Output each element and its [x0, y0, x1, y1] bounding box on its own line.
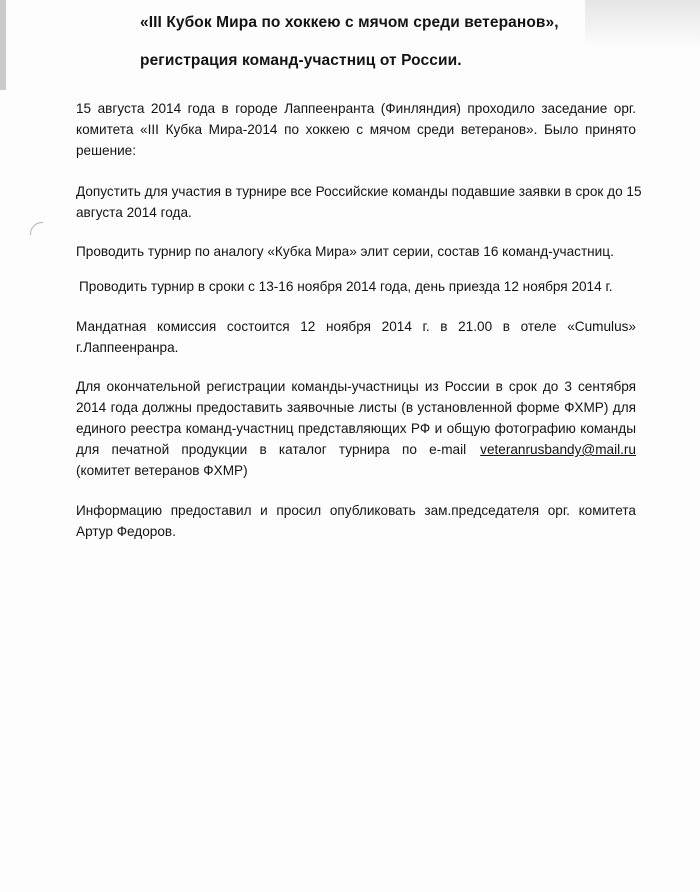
paragraph-line: (комитет ветеранов ФХМР): [76, 463, 248, 478]
paragraph-line: Допустить для участия в турнире все Российские команды подавшие заявки в срок до 15: [76, 184, 642, 199]
paragraph-signature: [76, 500, 636, 542]
paragraph-line: Артур Федоров.: [76, 524, 176, 539]
paragraph-meeting: [76, 98, 636, 161]
paragraph-line: единого реестра команд-участниц представляющих РФ и общую фотографию команды: [76, 421, 636, 436]
paragraph-line-text: для печатной продукции в каталог турнира по e-mail: [76, 442, 467, 457]
paragraph-line: Мандатная комиссия состоится 12 ноября 2014 г. в 21.00 в отеле «Cumulus»: [76, 319, 636, 334]
paragraph-dates: [79, 276, 639, 297]
paragraph-line: 15 августа 2014 года в городе Лаппеенранта (Финляндия) проходило заседание орг.: [76, 101, 636, 116]
paragraph-format: [76, 241, 636, 262]
paragraph-line: 2014 года должны предоставить заявочные листы (в установленной форме ФХМР) для: [76, 400, 636, 415]
paragraph-line: августа 2014 года.: [76, 205, 192, 220]
scan-bleed-through: [585, 0, 700, 48]
paragraph-line: комитета «III Кубка Мира-2014 по хоккею с мячом среди ветеранов». Было принято: [76, 122, 636, 137]
scan-edge-shadow: [0, 0, 6, 90]
email-link[interactable]: veteranrusbandy@mail.ru: [480, 442, 636, 457]
scan-mark: [30, 222, 43, 235]
paragraph-registration: [76, 376, 636, 481]
paragraph-line: Проводить турнир по аналогу «Кубка Мира» элит серии, состав 16 команд-участниц.: [76, 244, 614, 259]
paragraph-mandate-commission: [76, 316, 636, 358]
paragraph-line-with-email: [76, 439, 636, 460]
paragraph-line: Информацию предоставил и просил опубликовать зам.председателя орг. комитета: [76, 503, 636, 518]
paragraph-line: решение:: [76, 143, 137, 158]
paragraph-admission: [76, 181, 642, 223]
paragraph-line: Проводить турнир в сроки с 13-16 ноября 2014 года, день приезда 12 ноября 2014 г.: [79, 279, 613, 294]
paragraph-line: г.Лаппеенранра.: [76, 340, 179, 355]
paragraph-line: Для окончательной регистрации команды-участницы из России в срок до 3 сентября: [76, 379, 636, 394]
document-title-line-1: «III Кубок Мира по хоккею с мячом среди ветеранов»,: [140, 14, 559, 31]
document-title-line-2: регистрация команд-участниц от России.: [140, 52, 462, 69]
